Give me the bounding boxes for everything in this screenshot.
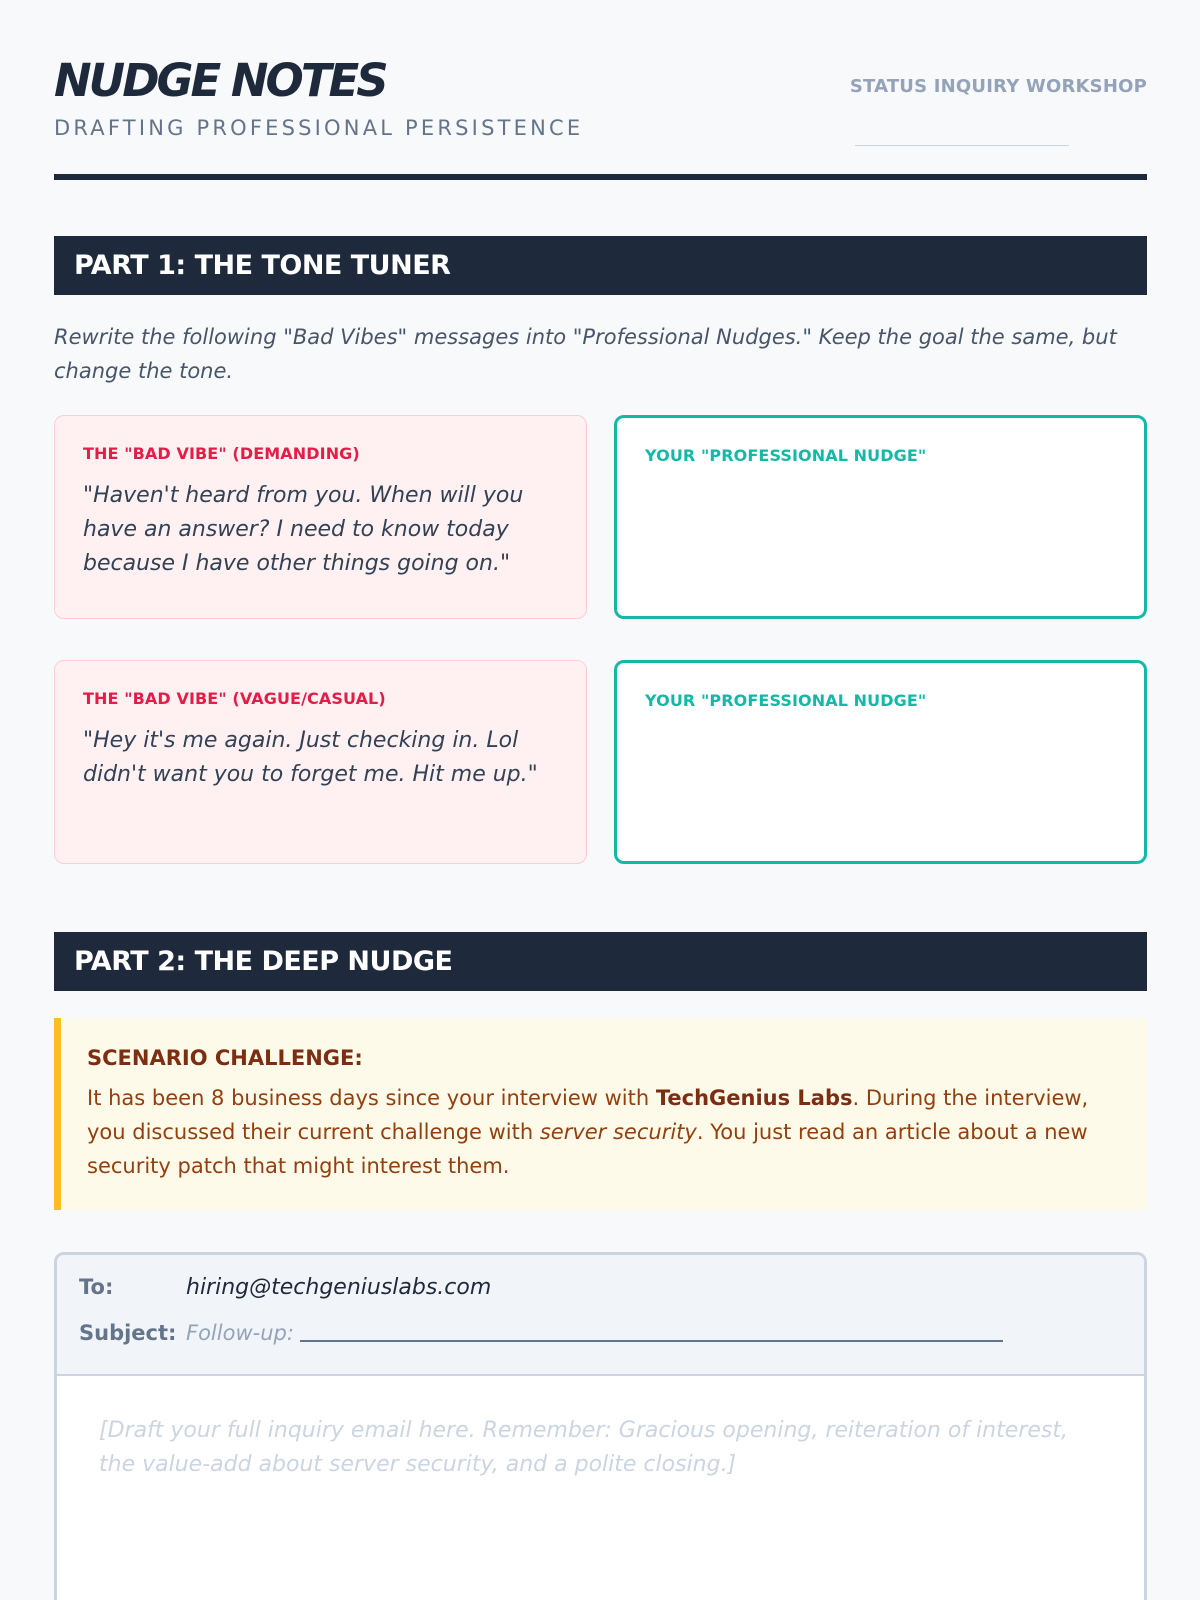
worksheet-page: [54, 0, 1147, 1477]
subject-row: [79, 1321, 1122, 1367]
scenario-title: SCENARIO CHALLENGE:: [87, 1046, 363, 1070]
page-header: [54, 0, 1147, 182]
subject-blank-line[interactable]: [300, 1340, 1003, 1342]
bad-vibe-card-demanding: [54, 415, 587, 619]
bad-vibe-quote: "Hey it's me again. Just checking in. Lol didn't want you to forget me. Hit me up.": [83, 728, 538, 787]
workshop-tag: STATUS INQUIRY WORKSHOP: [849, 76, 1147, 97]
header-divider: [54, 174, 1147, 180]
to-address: hiring@techgeniuslabs.com: [186, 1275, 492, 1300]
bad-vibe-card-casual: [54, 660, 587, 864]
topic-text: server security: [539, 1120, 697, 1144]
bad-vibe-label: THE "BAD VIBE" (VAGUE/CASUAL): [83, 689, 386, 708]
email-draft: [54, 1252, 1147, 1600]
brand-title: NUDGE NOTES: [54, 54, 386, 107]
bad-vibe-label: THE "BAD VIBE" (DEMANDING): [83, 444, 360, 463]
bad-vibe-quote: "Haven't heard from you. When will you have an answer? I need to know today because I have other things going on.": [83, 483, 524, 576]
name-line: [855, 145, 1069, 146]
part1-instructions: Rewrite the following "Bad Vibes" messages into "Professional Nudges." Keep the goal the same, but change the tone.: [54, 325, 1117, 383]
to-label: To:: [79, 1275, 114, 1299]
part1-heading: PART 1: THE TONE TUNER: [54, 236, 1147, 295]
email-header: [57, 1255, 1144, 1376]
professional-nudge-label: YOUR "PROFESSIONAL NUDGE": [645, 691, 927, 710]
brand-subtitle: DRAFTING PROFESSIONAL PERSISTENCE: [54, 116, 584, 140]
professional-nudge-box-1[interactable]: [614, 415, 1147, 619]
scenario-callout: [54, 1018, 1147, 1210]
to-row: [79, 1275, 1122, 1321]
professional-nudge-label: YOUR "PROFESSIONAL NUDGE": [645, 446, 927, 465]
subject-label: Subject:: [79, 1321, 177, 1345]
part2-heading: PART 2: THE DEEP NUDGE: [54, 932, 1147, 991]
subject-prefix: Follow-up:: [186, 1321, 294, 1345]
professional-nudge-box-2[interactable]: [614, 660, 1147, 864]
company-name: TechGenius Labs: [655, 1086, 853, 1110]
scenario-text: It has been 8 business days since your interview with TechGenius Labs. During the interview, you discussed their current challenge with server security. You just read an article about a new security patch that might interest them.: [87, 1086, 1089, 1178]
email-body-field[interactable]: [Draft your full inquiry email here. Remember: Gracious opening, reiteration of interest, the value-add about server security, and a polite closing.]: [99, 1418, 1068, 1477]
